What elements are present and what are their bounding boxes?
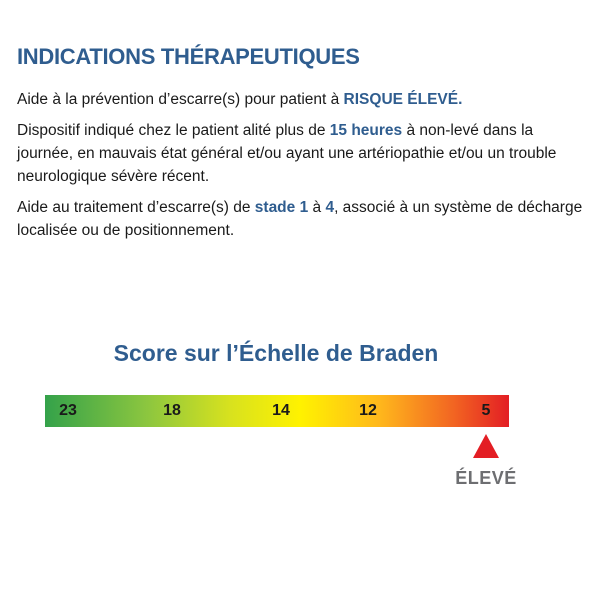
duration-highlight: 15 heures [329,122,403,139]
scale-tick: 14 [272,402,290,419]
paragraph-treatment [17,196,587,242]
risk-marker-label: ÉLEVÉ [455,468,517,488]
stage-end-highlight: 4 [325,199,335,216]
paragraph-text: . [458,91,463,108]
paragraph-text: , associé à un système de décharge localisée ou de positionnement. [17,199,583,239]
scale-tick: 5 [481,402,491,419]
paragraph-prevention [17,88,587,111]
scale-tick: 12 [359,402,377,419]
paragraph-text: Dispositif indiqué chez le patient alité plus de [17,122,330,139]
paragraph-text: Aide au traitement d’escarre(s) de [17,199,255,216]
scale-tick: 18 [163,402,181,419]
risk-marker-triangle-icon [473,434,499,458]
stage-start-highlight: stade 1 [254,199,309,216]
paragraph-text: à non-levé dans la journée, en mauvais état général et/ou ayant une artériopathie et/ou un trouble neurologique sévère récent. [17,122,557,185]
scale-tick: 23 [59,402,77,419]
paragraph-indication [17,119,587,188]
paragraph-text: à [308,199,326,216]
paragraph-text: Aide à la prévention d’escarre(s) pour patient à [17,91,344,108]
risk-level-highlight: RISQUE ÉLEVÉ [343,91,459,108]
section-heading: INDICATIONS THÉRAPEUTIQUES [17,44,360,69]
braden-scale-bar [45,395,509,427]
scale-title: Score sur l’Échelle de Braden [113,340,439,366]
